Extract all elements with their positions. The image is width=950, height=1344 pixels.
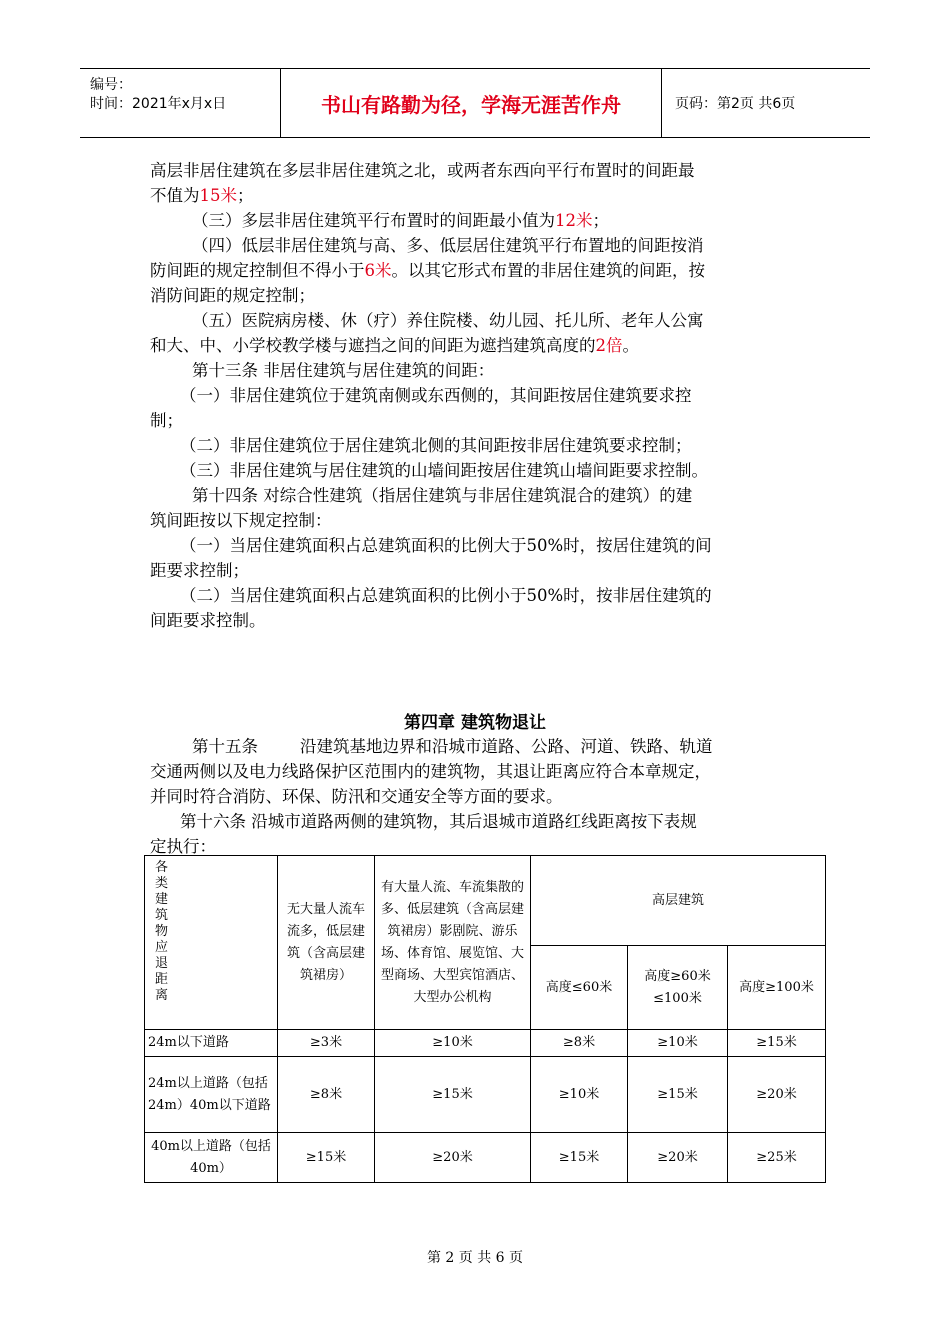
article-number: 第十五条	[192, 737, 258, 756]
value-cell: ≥20米	[628, 1133, 728, 1183]
corner-char: 筑	[155, 908, 169, 923]
body-text	[150, 158, 810, 633]
value-cell: ≥25米	[728, 1133, 826, 1183]
paragraph	[150, 784, 810, 809]
corner-char: 距	[155, 972, 169, 987]
text-line: 第十三条 非居住建筑与居住建筑的间距：	[192, 361, 495, 380]
corner-char: 各	[155, 860, 169, 875]
text-line: 不值为	[150, 186, 200, 205]
text-line: （三）非居住建筑与居住建筑的山墙间距按居住建筑山墙间距要求控制。	[180, 461, 708, 480]
table-row	[145, 1133, 826, 1183]
header-motto: 书山有路勤为径，学海无涯苦作舟	[281, 69, 662, 137]
subheader-height-ge-100: 高度≥100米	[728, 946, 826, 1030]
paragraph	[150, 734, 810, 759]
value-cell: ≥15米	[375, 1057, 531, 1133]
highlight-value: 6米	[364, 261, 392, 280]
text-line: 第十四条 对综合性建筑（指居住建筑与非居住建筑混合的建筑）的建	[192, 486, 693, 505]
text-line: （二）当居住建筑面积占总建筑面积的比例小于50%时，按非居住建筑的	[180, 586, 712, 605]
header-meta-cell	[80, 69, 281, 137]
text-line: 消防间距的规定控制；	[150, 286, 315, 305]
highlight-value: 15米	[199, 186, 237, 205]
corner-char: 类	[155, 876, 169, 891]
value-cell: ≥20米	[375, 1133, 531, 1183]
paragraph	[150, 483, 810, 508]
text-line: 定执行：	[150, 837, 216, 856]
paragraph	[150, 809, 810, 834]
value-cell: ≥10米	[628, 1030, 728, 1057]
text-line: 距要求控制；	[150, 561, 249, 580]
value-cell: ≥10米	[531, 1057, 628, 1133]
text-line: 筑间距按以下规定控制：	[150, 511, 332, 530]
subheader-height-60-100: 高度≥60米≤100米	[628, 946, 728, 1030]
corner-char: 离	[155, 988, 169, 1003]
text-line: （一）当居住建筑面积占总建筑面积的比例大于50%时，按居住建筑的间	[180, 536, 712, 555]
paragraph	[150, 233, 810, 258]
paragraph	[150, 533, 810, 558]
table-row	[145, 1057, 826, 1133]
paragraph	[150, 158, 810, 183]
subheader-height-le-60: 高度≤60米	[531, 946, 628, 1030]
value-cell: ≥15米	[728, 1030, 826, 1057]
col-header-low-rise: 无大量人流车流多，低层建筑（含高层建筑裙房）	[278, 856, 375, 1030]
paragraph	[150, 558, 810, 583]
value-cell: ≥20米	[728, 1057, 826, 1133]
text-line: ；	[592, 211, 609, 230]
paragraph	[150, 583, 810, 608]
corner-char: 物	[155, 924, 169, 939]
text-line: （二）非居住建筑位于居住建筑北侧的其间距按非居住建筑要求控制；	[180, 436, 692, 455]
paragraph	[150, 383, 810, 408]
paragraph	[150, 183, 810, 208]
col-header-crowded: 有大量人流、车流集散的多、低层建筑（含高层建筑裙房）影剧院、游乐场、体育馆、展览馆、大型商场、大型宾馆酒店、大型办公机构	[375, 856, 531, 1030]
paragraph	[150, 508, 810, 533]
text-line: 交通两侧以及电力线路保护区范围内的建筑物，其退让距离应符合本章规定，	[150, 762, 711, 781]
setback-table	[144, 855, 826, 1183]
value-cell: ≥10米	[375, 1030, 531, 1057]
road-cell: 24m以上道路（包括24m）40m以下道路	[145, 1057, 278, 1133]
value-cell: ≥15米	[278, 1133, 375, 1183]
paragraph	[150, 408, 810, 433]
road-cell: 40m以上道路（包括40m）	[145, 1133, 278, 1183]
text-line: 制；	[150, 411, 183, 430]
text-line: （一）非居住建筑位于建筑南侧或东西侧的，其间距按居住建筑要求控	[180, 386, 692, 405]
table-row	[145, 1030, 826, 1057]
text-line: 沿建筑基地边界和沿城市道路、公路、河道、铁路、轨道	[300, 737, 713, 756]
text-line: 和大、中、小学校教学楼与遮挡之间的间距为遮挡建筑高度的	[150, 336, 596, 355]
paragraph	[150, 433, 810, 458]
page-footer: 第 2 页 共 6 页	[426, 1250, 524, 1266]
col-header-high-rise: 高层建筑	[531, 856, 826, 946]
highlight-value: 12米	[555, 211, 593, 230]
corner-char: 建	[155, 892, 169, 907]
value-cell: ≥8米	[531, 1030, 628, 1057]
number-label: 编号：	[90, 77, 132, 93]
page-header	[80, 68, 870, 138]
paragraph	[150, 258, 810, 283]
paragraph	[150, 358, 810, 383]
header-page-label: 页码：第2页 共6页	[675, 96, 796, 112]
text-line: （五）医院病房楼、休（疗）养住院楼、幼儿园、托儿所、老年人公寓	[192, 311, 704, 330]
text-line: （四）低层非居住建筑与高、多、低层居住建筑平行布置地的间距按消	[192, 236, 704, 255]
paragraph	[150, 608, 810, 633]
paragraph	[150, 283, 810, 308]
text-line: 防间距的规定控制但不得小于	[150, 261, 365, 280]
value-cell: ≥15米	[628, 1057, 728, 1133]
paragraph	[150, 458, 810, 483]
table-corner-cell	[145, 856, 278, 1030]
road-cell: 24m以下道路	[145, 1030, 278, 1057]
chapter-title: 第四章 建筑物退让	[404, 713, 546, 733]
value-cell: ≥8米	[278, 1057, 375, 1133]
text-line: 第十六条 沿城市道路两侧的建筑物，其后退城市道路红线距离按下表规	[180, 812, 697, 831]
corner-char: 应	[155, 940, 169, 955]
paragraph	[150, 308, 810, 333]
date-label: 时间：2021年x月x日	[90, 96, 227, 112]
value-cell: ≥3米	[278, 1030, 375, 1057]
text-line: 高层非居住建筑在多层非居住建筑之北，或两者东西向平行布置时的间距最	[150, 161, 695, 180]
text-line: 。以其它形式布置的非居住建筑的间距，按	[391, 261, 705, 280]
text-line: ；	[237, 186, 254, 205]
text-line: 并同时符合消防、环保、防汛和交通安全等方面的要求。	[150, 787, 563, 806]
section-text	[150, 734, 810, 859]
paragraph	[150, 333, 810, 358]
text-line: （三）多层非居住建筑平行布置时的间距最小值为	[192, 211, 555, 230]
text-line: 间距要求控制。	[150, 611, 266, 630]
text-line: 。	[622, 336, 639, 355]
value-cell: ≥15米	[531, 1133, 628, 1183]
highlight-value: 2倍	[595, 336, 623, 355]
paragraph	[150, 208, 810, 233]
paragraph	[150, 759, 810, 784]
corner-char: 退	[155, 956, 169, 971]
